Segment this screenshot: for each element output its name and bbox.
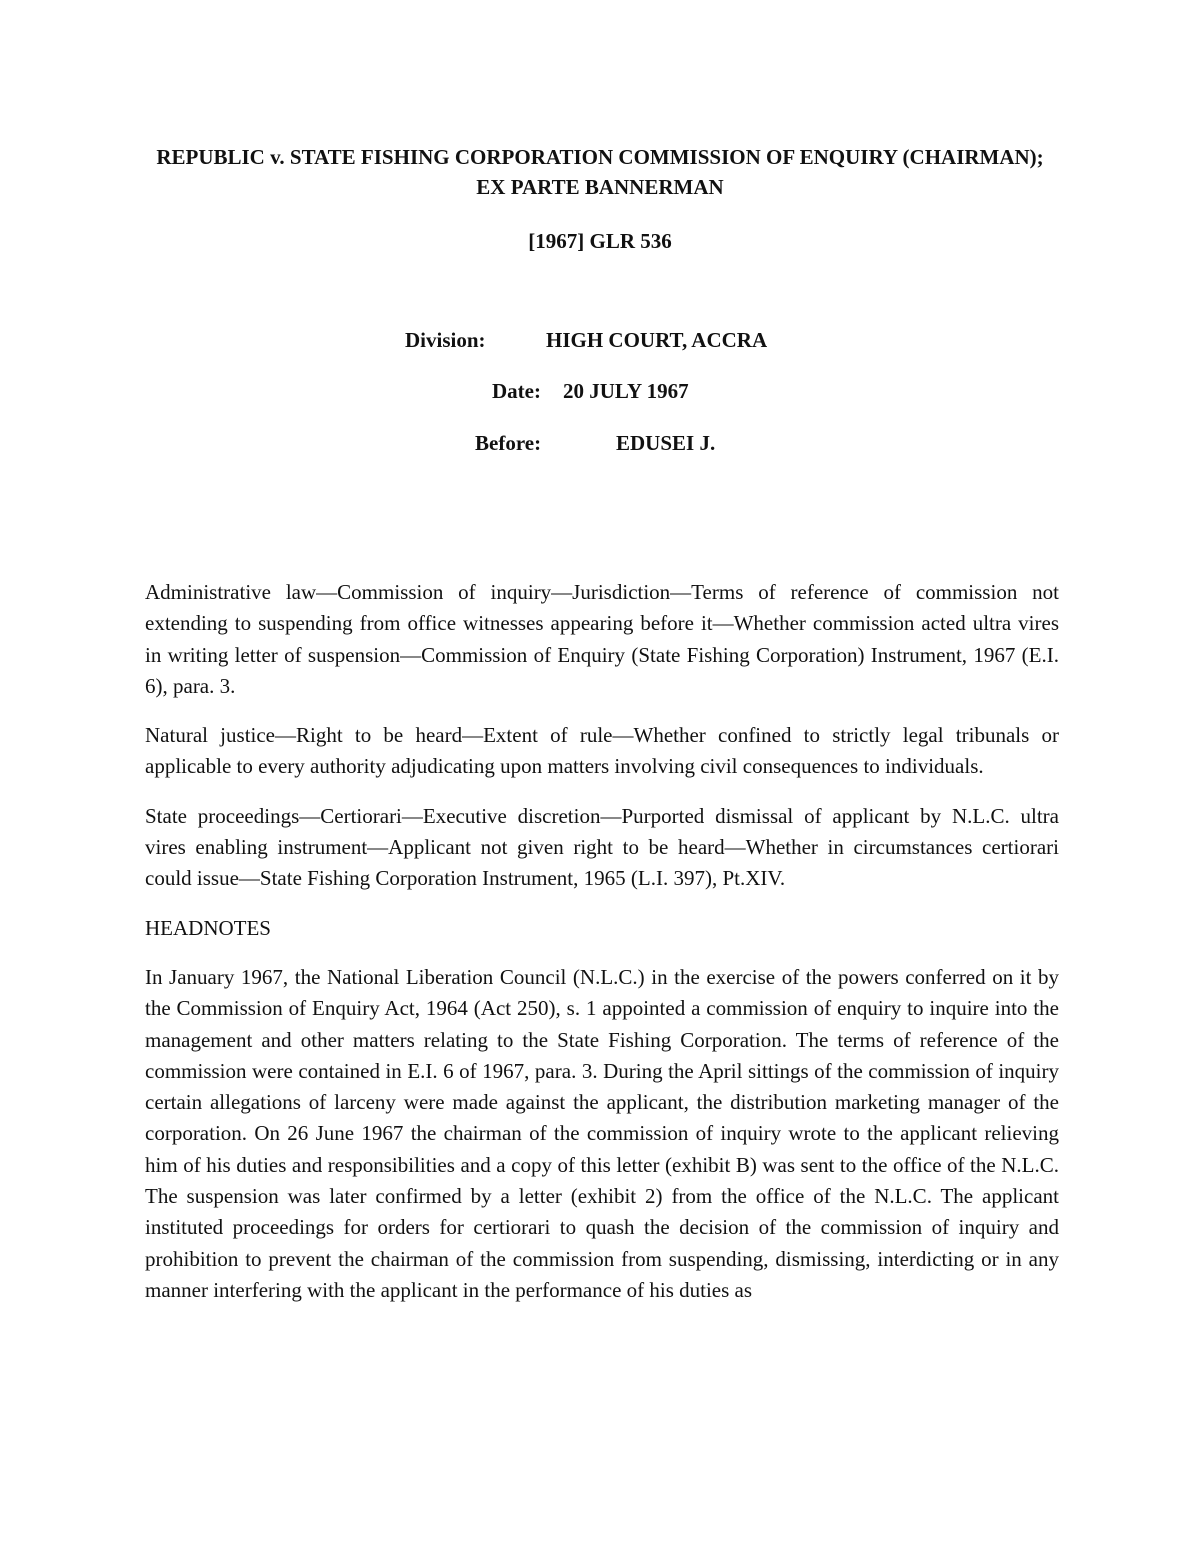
headnotes-paragraph: In January 1967, the National Liberation Council (N.L.C.) in the exercise of the powers conferred on it by the Commission of Enquiry Act, 1964 (Act 250), s. 1 appointed a commission of enquiry to inquire into the management and other matters relating to the State Fishing Corporation. The terms of reference of the commission were contained in E.I. 6 of 1967, para. 3. During the April sittings of the commission of inquiry certain allegations of larceny were made against the applicant, the distribution marketing manager of the corporation. On 26 June 1967 the chairman of the commission of inquiry wrote to the applicant relieving him of his duties and responsibilities and a copy of this letter (exhibit B) was sent to the office of the N.L.C. The suspension was later confirmed by a letter (exhibit 2) from the office of the N.L.C. The applicant instituted proceedings for orders for certiorari to quash the decision of the commission of inquiry and prohibition to prevent the chairman of the commission from suspending, dismissing, interdicting or in any manner interfering with the applicant in the performance of his duties as [145,964,1059,1302]
catchword-paragraph: Natural justice—Right to be heard—Extent of rule—Whether confined to strictly legal tribunals or applicable to every authority adjudicating upon matters involving civil consequences to individuals. [145,723,1059,779]
catchword-paragraph: State proceedings—Certiorari—Executive discretion—Purported dismissal of applicant by N.L.C. ultra vires enabling instrument—Applicant not given right to be heard—Whether in circumstances certiorari could issue—State Fishing Corporation Instrument, 1965 (L.I. 397), Pt.XIV. [145,803,1059,891]
division-label: Division: [405,328,486,352]
case-citation: [1967] GLR 536 [528,229,672,253]
headnotes-heading: HEADNOTES [145,915,271,940]
division-row [0,325,1200,355]
before-row [0,428,1200,458]
case-title: REPUBLIC v. STATE FISHING CORPORATION COMMISSION OF ENQUIRY (CHAIRMAN); EX PARTE BANNERMAN [156,145,1044,199]
division-value: HIGH COURT, ACCRA [546,328,768,352]
date-row [0,376,1200,406]
date-label: Date: [492,379,541,403]
before-value: EDUSEI J. [616,431,716,455]
catchword-paragraph: Administrative law—Commission of inquiry—Jurisdiction—Terms of reference of commission not extending to suspending from office witnesses appearing before it—Whether commission acted ultra vires in writing letter of suspension—Commission of Enquiry (State Fishing Corporation) Instrument, 1967 (E.I. 6), para. 3. [145,580,1059,698]
date-value: 20 JULY 1967 [563,379,689,403]
document-body [145,577,1059,1324]
before-label: Before: [475,431,542,455]
